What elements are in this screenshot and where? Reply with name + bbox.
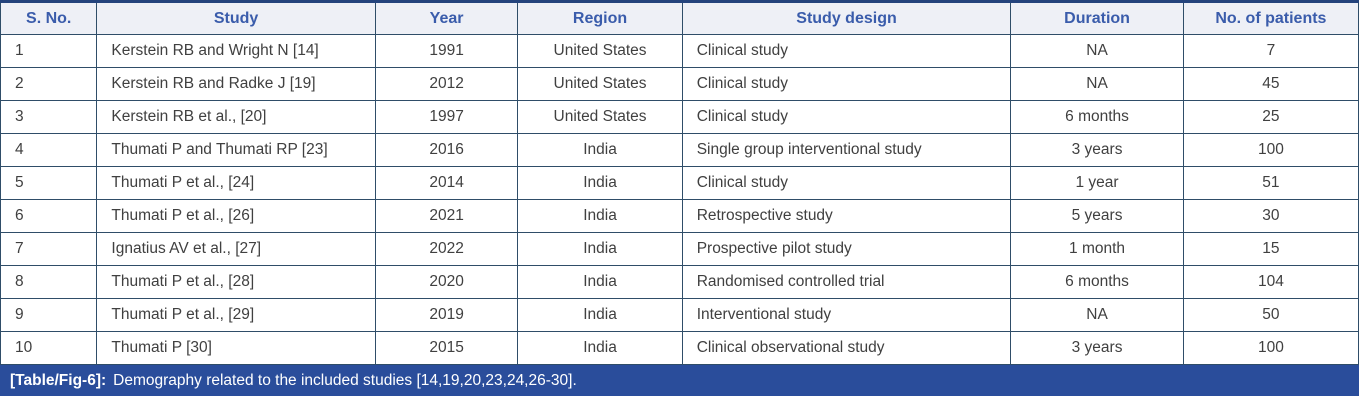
table-cell: 2015 — [375, 332, 518, 365]
table-cell: 4 — [1, 134, 97, 167]
table-cell: 50 — [1183, 299, 1358, 332]
table-cell: 2016 — [375, 134, 518, 167]
column-header: Region — [518, 2, 682, 35]
table-cell: India — [518, 332, 682, 365]
table-cell: Clinical study — [682, 68, 1011, 101]
column-header: No. of patients — [1183, 2, 1358, 35]
table-row — [1, 332, 1359, 365]
table-cell: 1 — [1, 35, 97, 68]
table-cell: 100 — [1183, 134, 1358, 167]
table-cell: 51 — [1183, 167, 1358, 200]
table-row — [1, 200, 1359, 233]
table-cell: India — [518, 233, 682, 266]
table-cell: Clinical study — [682, 167, 1011, 200]
table-cell: India — [518, 134, 682, 167]
table-cell: 7 — [1183, 35, 1358, 68]
table-body — [1, 35, 1359, 365]
table-cell: 6 — [1, 200, 97, 233]
column-header: Study design — [682, 2, 1011, 35]
table-cell: Kerstein RB et al., [20] — [97, 101, 375, 134]
table-cell: 3 — [1, 101, 97, 134]
table-cell: 2 — [1, 68, 97, 101]
table-caption-label: [Table/Fig-6]: — [10, 371, 107, 389]
table-cell: 1991 — [375, 35, 518, 68]
table-cell: 6 months — [1011, 266, 1183, 299]
table-cell: 7 — [1, 233, 97, 266]
table-cell: 2022 — [375, 233, 518, 266]
table-caption-text: Demography related to the included studies [14,19,20,23,24,26-30]. — [113, 371, 577, 389]
table-cell: 5 — [1, 167, 97, 200]
table-cell: India — [518, 299, 682, 332]
table-row — [1, 68, 1359, 101]
table-row — [1, 101, 1359, 134]
table-cell: Kerstein RB and Wright N [14] — [97, 35, 375, 68]
table-cell: India — [518, 167, 682, 200]
table-cell: 1 year — [1011, 167, 1183, 200]
column-header: Year — [375, 2, 518, 35]
table-cell: Single group interventional study — [682, 134, 1011, 167]
table-cell: 5 years — [1011, 200, 1183, 233]
table-cell: Thumati P et al., [29] — [97, 299, 375, 332]
table-cell: Retrospective study — [682, 200, 1011, 233]
table-row — [1, 233, 1359, 266]
column-header: S. No. — [1, 2, 97, 35]
table-cell: India — [518, 200, 682, 233]
table-cell: Thumati P and Thumati RP [23] — [97, 134, 375, 167]
table-row — [1, 134, 1359, 167]
table-cell: 6 months — [1011, 101, 1183, 134]
table-cell: Prospective pilot study — [682, 233, 1011, 266]
table-cell: India — [518, 266, 682, 299]
table-cell: Ignatius AV et al., [27] — [97, 233, 375, 266]
table-cell: United States — [518, 68, 682, 101]
table-cell: 104 — [1183, 266, 1358, 299]
table-cell: Randomised controlled trial — [682, 266, 1011, 299]
table-row — [1, 299, 1359, 332]
table-cell: 2012 — [375, 68, 518, 101]
table-head — [1, 2, 1359, 35]
table-cell: NA — [1011, 299, 1183, 332]
table-cell: 2021 — [375, 200, 518, 233]
table-cell: 2019 — [375, 299, 518, 332]
table-cell: United States — [518, 35, 682, 68]
table-cell: Clinical observational study — [682, 332, 1011, 365]
table-row — [1, 266, 1359, 299]
table-cell: Kerstein RB and Radke J [19] — [97, 68, 375, 101]
table-cell: 8 — [1, 266, 97, 299]
table-header-row — [1, 2, 1359, 35]
table-cell: Thumati P et al., [28] — [97, 266, 375, 299]
table-caption — [0, 365, 1359, 396]
table-cell: 15 — [1183, 233, 1358, 266]
table-cell: NA — [1011, 68, 1183, 101]
table-cell: 2020 — [375, 266, 518, 299]
table-cell: 45 — [1183, 68, 1358, 101]
table-cell: 10 — [1, 332, 97, 365]
table-cell: 25 — [1183, 101, 1358, 134]
table-row — [1, 167, 1359, 200]
table-cell: Thumati P et al., [26] — [97, 200, 375, 233]
table-cell: United States — [518, 101, 682, 134]
table-cell: Thumati P [30] — [97, 332, 375, 365]
table-cell: 2014 — [375, 167, 518, 200]
table-cell: Thumati P et al., [24] — [97, 167, 375, 200]
column-header: Study — [97, 2, 375, 35]
table-cell: Clinical study — [682, 35, 1011, 68]
column-header: Duration — [1011, 2, 1183, 35]
table-cell: NA — [1011, 35, 1183, 68]
table-cell: 1997 — [375, 101, 518, 134]
table-cell: Clinical study — [682, 101, 1011, 134]
table-row — [1, 35, 1359, 68]
table-cell: 3 years — [1011, 134, 1183, 167]
table-cell: Interventional study — [682, 299, 1011, 332]
table-cell: 3 years — [1011, 332, 1183, 365]
table-cell: 30 — [1183, 200, 1358, 233]
table-cell: 9 — [1, 299, 97, 332]
table-cell: 1 month — [1011, 233, 1183, 266]
table-cell: 100 — [1183, 332, 1358, 365]
